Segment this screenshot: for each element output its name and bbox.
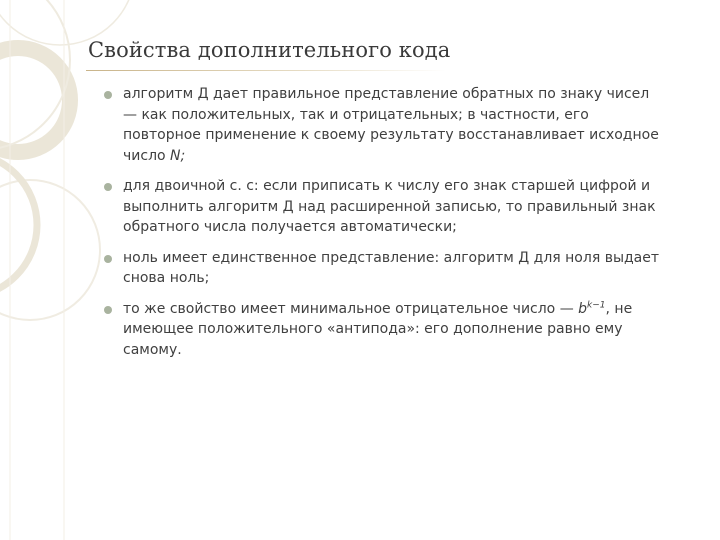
- bullet-item: [104, 176, 664, 238]
- bullet-text: ноль имеет единственное представление: алгоритм Д для ноля выдает снова ноль;: [123, 249, 660, 286]
- bullet-list: [104, 84, 664, 370]
- title-underline: [86, 70, 446, 71]
- bullet-item: [104, 84, 664, 166]
- bullet-dot-icon: [104, 255, 112, 263]
- bullet-variable: N;: [170, 147, 186, 164]
- bullet-item: [104, 299, 664, 361]
- bullet-dot-icon: [104, 91, 112, 99]
- bullet-dot-icon: [104, 306, 112, 314]
- slide-title: Свойства дополнительного кода: [88, 38, 451, 62]
- bullet-text: то же свойство имеет минимальное отрицательное число —: [123, 300, 579, 317]
- formula-base: b: [578, 300, 588, 317]
- bullet-text: для двоичной с. с: если приписать к числу его знак старшей цифрой и выполнить алгоритм Д над расширенной записью, то правильный знак обратного числа получается автоматически;: [123, 178, 656, 235]
- formula-exponent: k−1: [587, 299, 606, 310]
- bullet-item: [104, 248, 664, 289]
- bullet-text: алгоритм Д дает правильное представление обратных по знаку чисел — как положительных, так и отрицательных; в частности, его повторное применение к своему результату восстанавливает исходное число: [123, 86, 659, 164]
- bullet-text-continued: , не имеющее положительного «антипода»: его дополнение равно ему самому.: [123, 300, 633, 358]
- bullet-dot-icon: [104, 183, 112, 191]
